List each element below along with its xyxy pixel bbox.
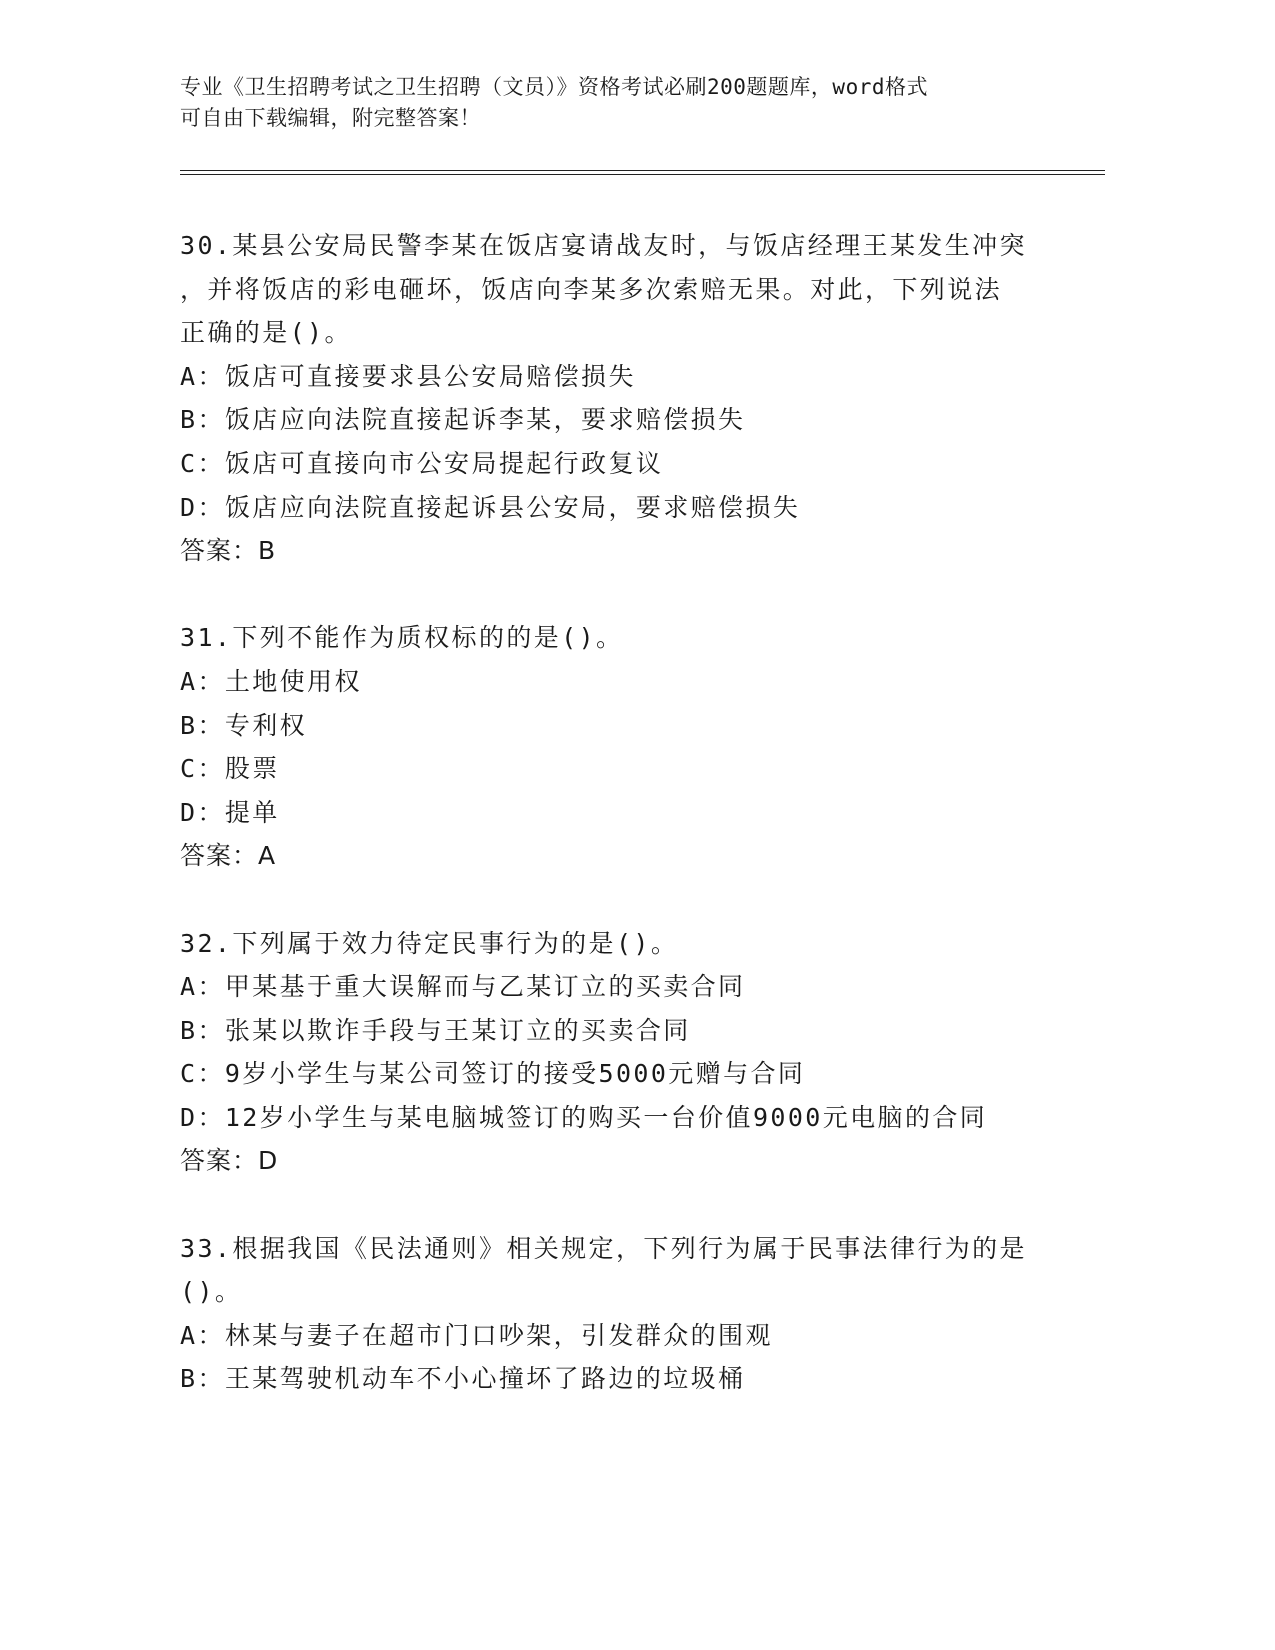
answer: 答案：D [180, 1146, 279, 1176]
header-divider [180, 170, 1105, 175]
question-stem-line: 32.下列属于效力待定民事行为的是()。 [180, 928, 679, 958]
option-a: A：林某与妻子在超市门口吵架，引发群众的围观 [180, 1320, 773, 1350]
option-b: B：张某以欺诈手段与王某订立的买卖合同 [180, 1015, 691, 1045]
option-d: D：12岁小学生与某电脑城签订的购买一台价值9000元电脑的合同 [180, 1102, 988, 1132]
option-c: C：股票 [180, 754, 280, 784]
option-c: C：9岁小学生与某公司签订的接受5000元赠与合同 [180, 1059, 806, 1089]
header-title-line-2: 可自由下载编辑，附完整答案！ [180, 106, 481, 130]
question-33 [180, 1227, 1080, 1401]
option-a: A：土地使用权 [180, 666, 362, 696]
question-31 [180, 616, 1080, 878]
option-d: D：提单 [180, 797, 280, 827]
question-spacer [180, 573, 1080, 617]
question-stem-line: 正确的是()。 [180, 318, 352, 348]
option-b: B：饭店应向法院直接起诉李某，要求赔偿损失 [180, 405, 746, 435]
question-spacer [180, 1183, 1080, 1227]
question-30 [180, 224, 1080, 573]
answer: 答案：B [180, 536, 277, 566]
question-stem-line: 31.下列不能作为质权标的的是()。 [180, 623, 624, 653]
option-a: A：饭店可直接要求县公安局赔偿损失 [180, 361, 636, 391]
question-32 [180, 922, 1080, 1184]
question-stem-line: ()。 [180, 1277, 243, 1307]
question-spacer [180, 878, 1080, 922]
question-stem-line: 33.根据我国《民法通则》相关规定，下列行为属于民事法律行为的是 [180, 1233, 1027, 1263]
question-stem-line: 30.某县公安局民警李某在饭店宴请战友时，与饭店经理王某发生冲突 [180, 231, 1027, 260]
option-d: D：饭店应向法院直接起诉县公安局，要求赔偿损失 [180, 492, 801, 522]
option-b: B：王某驾驶机动车不小心撞坏了路边的垃圾桶 [180, 1364, 746, 1394]
document-header [180, 72, 1040, 134]
header-title-line-1: 专业《卫生招聘考试之卫生招聘（文员）》资格考试必刷200题题库，word格式 [180, 75, 928, 99]
option-b: B：专利权 [180, 710, 308, 740]
question-stem-line: ，并将饭店的彩电砸坏，饭店向李某多次索赔无果。对此，下列说法 [180, 274, 1003, 304]
question-list [180, 224, 1080, 1401]
answer: 答案：A [180, 841, 277, 871]
option-c: C：饭店可直接向市公安局提起行政复议 [180, 448, 664, 478]
option-a: A：甲某基于重大误解而与乙某订立的买卖合同 [180, 972, 746, 1002]
